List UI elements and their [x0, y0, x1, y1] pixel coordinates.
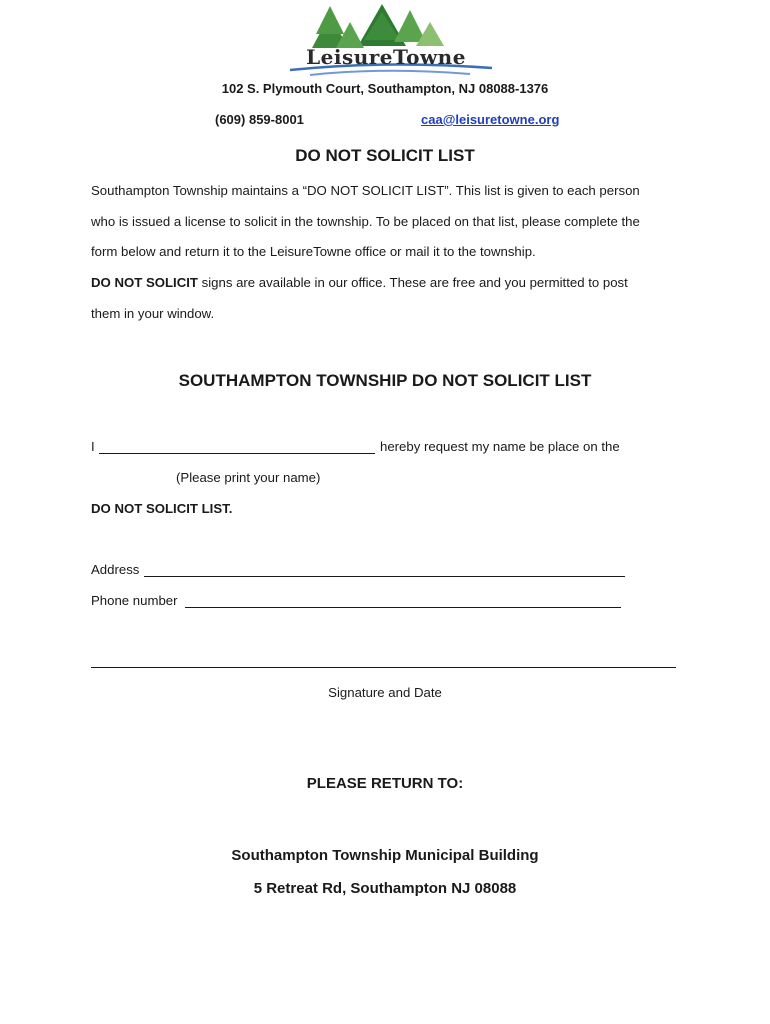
name-suffix: hereby request my name be place on the: [380, 439, 620, 454]
list-label: DO NOT SOLICIT LIST.: [91, 501, 233, 516]
intro-line-3: form below and return it to the LeisureTowne office or mail it to the township.: [91, 244, 536, 259]
return-heading: PLEASE RETURN TO:: [306, 775, 464, 792]
header-email-link[interactable]: caa@leisuretowne.org: [421, 112, 560, 127]
signature-field[interactable]: [91, 667, 676, 668]
address-field[interactable]: [144, 576, 625, 577]
header-phone: (609) 859-8001: [215, 112, 304, 127]
phone-field[interactable]: [185, 607, 621, 608]
name-field[interactable]: [99, 453, 375, 454]
return-street: 5 Retreat Rd, Southampton NJ 08088: [253, 880, 517, 897]
logo-text: LeisureTowne: [306, 45, 466, 69]
intro-line-4-rest: signs are available in our office. These are free and you permitted to post: [197, 275, 628, 290]
intro-line-1: Southampton Township maintains a “DO NOT SOLICIT LIST”. This list is given to each person: [91, 183, 640, 198]
tree-logo-icon: [270, 2, 502, 82]
leisuretowne-logo: [270, 2, 502, 82]
intro-line-5: them in your window.: [91, 306, 215, 321]
intro-line-2: who is issued a license to solicit in the township. To be placed on that list, please complete the: [91, 214, 640, 229]
intro-line-4: [91, 275, 628, 290]
phone-label: Phone number: [91, 593, 178, 608]
page-title: DO NOT SOLICIT LIST: [295, 146, 475, 165]
return-building: Southampton Township Municipal Building: [231, 847, 539, 864]
name-hint: (Please print your name): [176, 470, 321, 485]
header-address: 102 S. Plymouth Court, Southampton, NJ 08088-1376: [221, 81, 549, 96]
intro-bold-text: DO NOT SOLICIT: [91, 275, 198, 290]
address-label: Address: [91, 562, 140, 577]
form-title: SOUTHAMPTON TOWNSHIP DO NOT SOLICIT LIST: [178, 371, 592, 390]
name-prefix: I: [91, 439, 95, 454]
signature-label: Signature and Date: [328, 685, 442, 700]
